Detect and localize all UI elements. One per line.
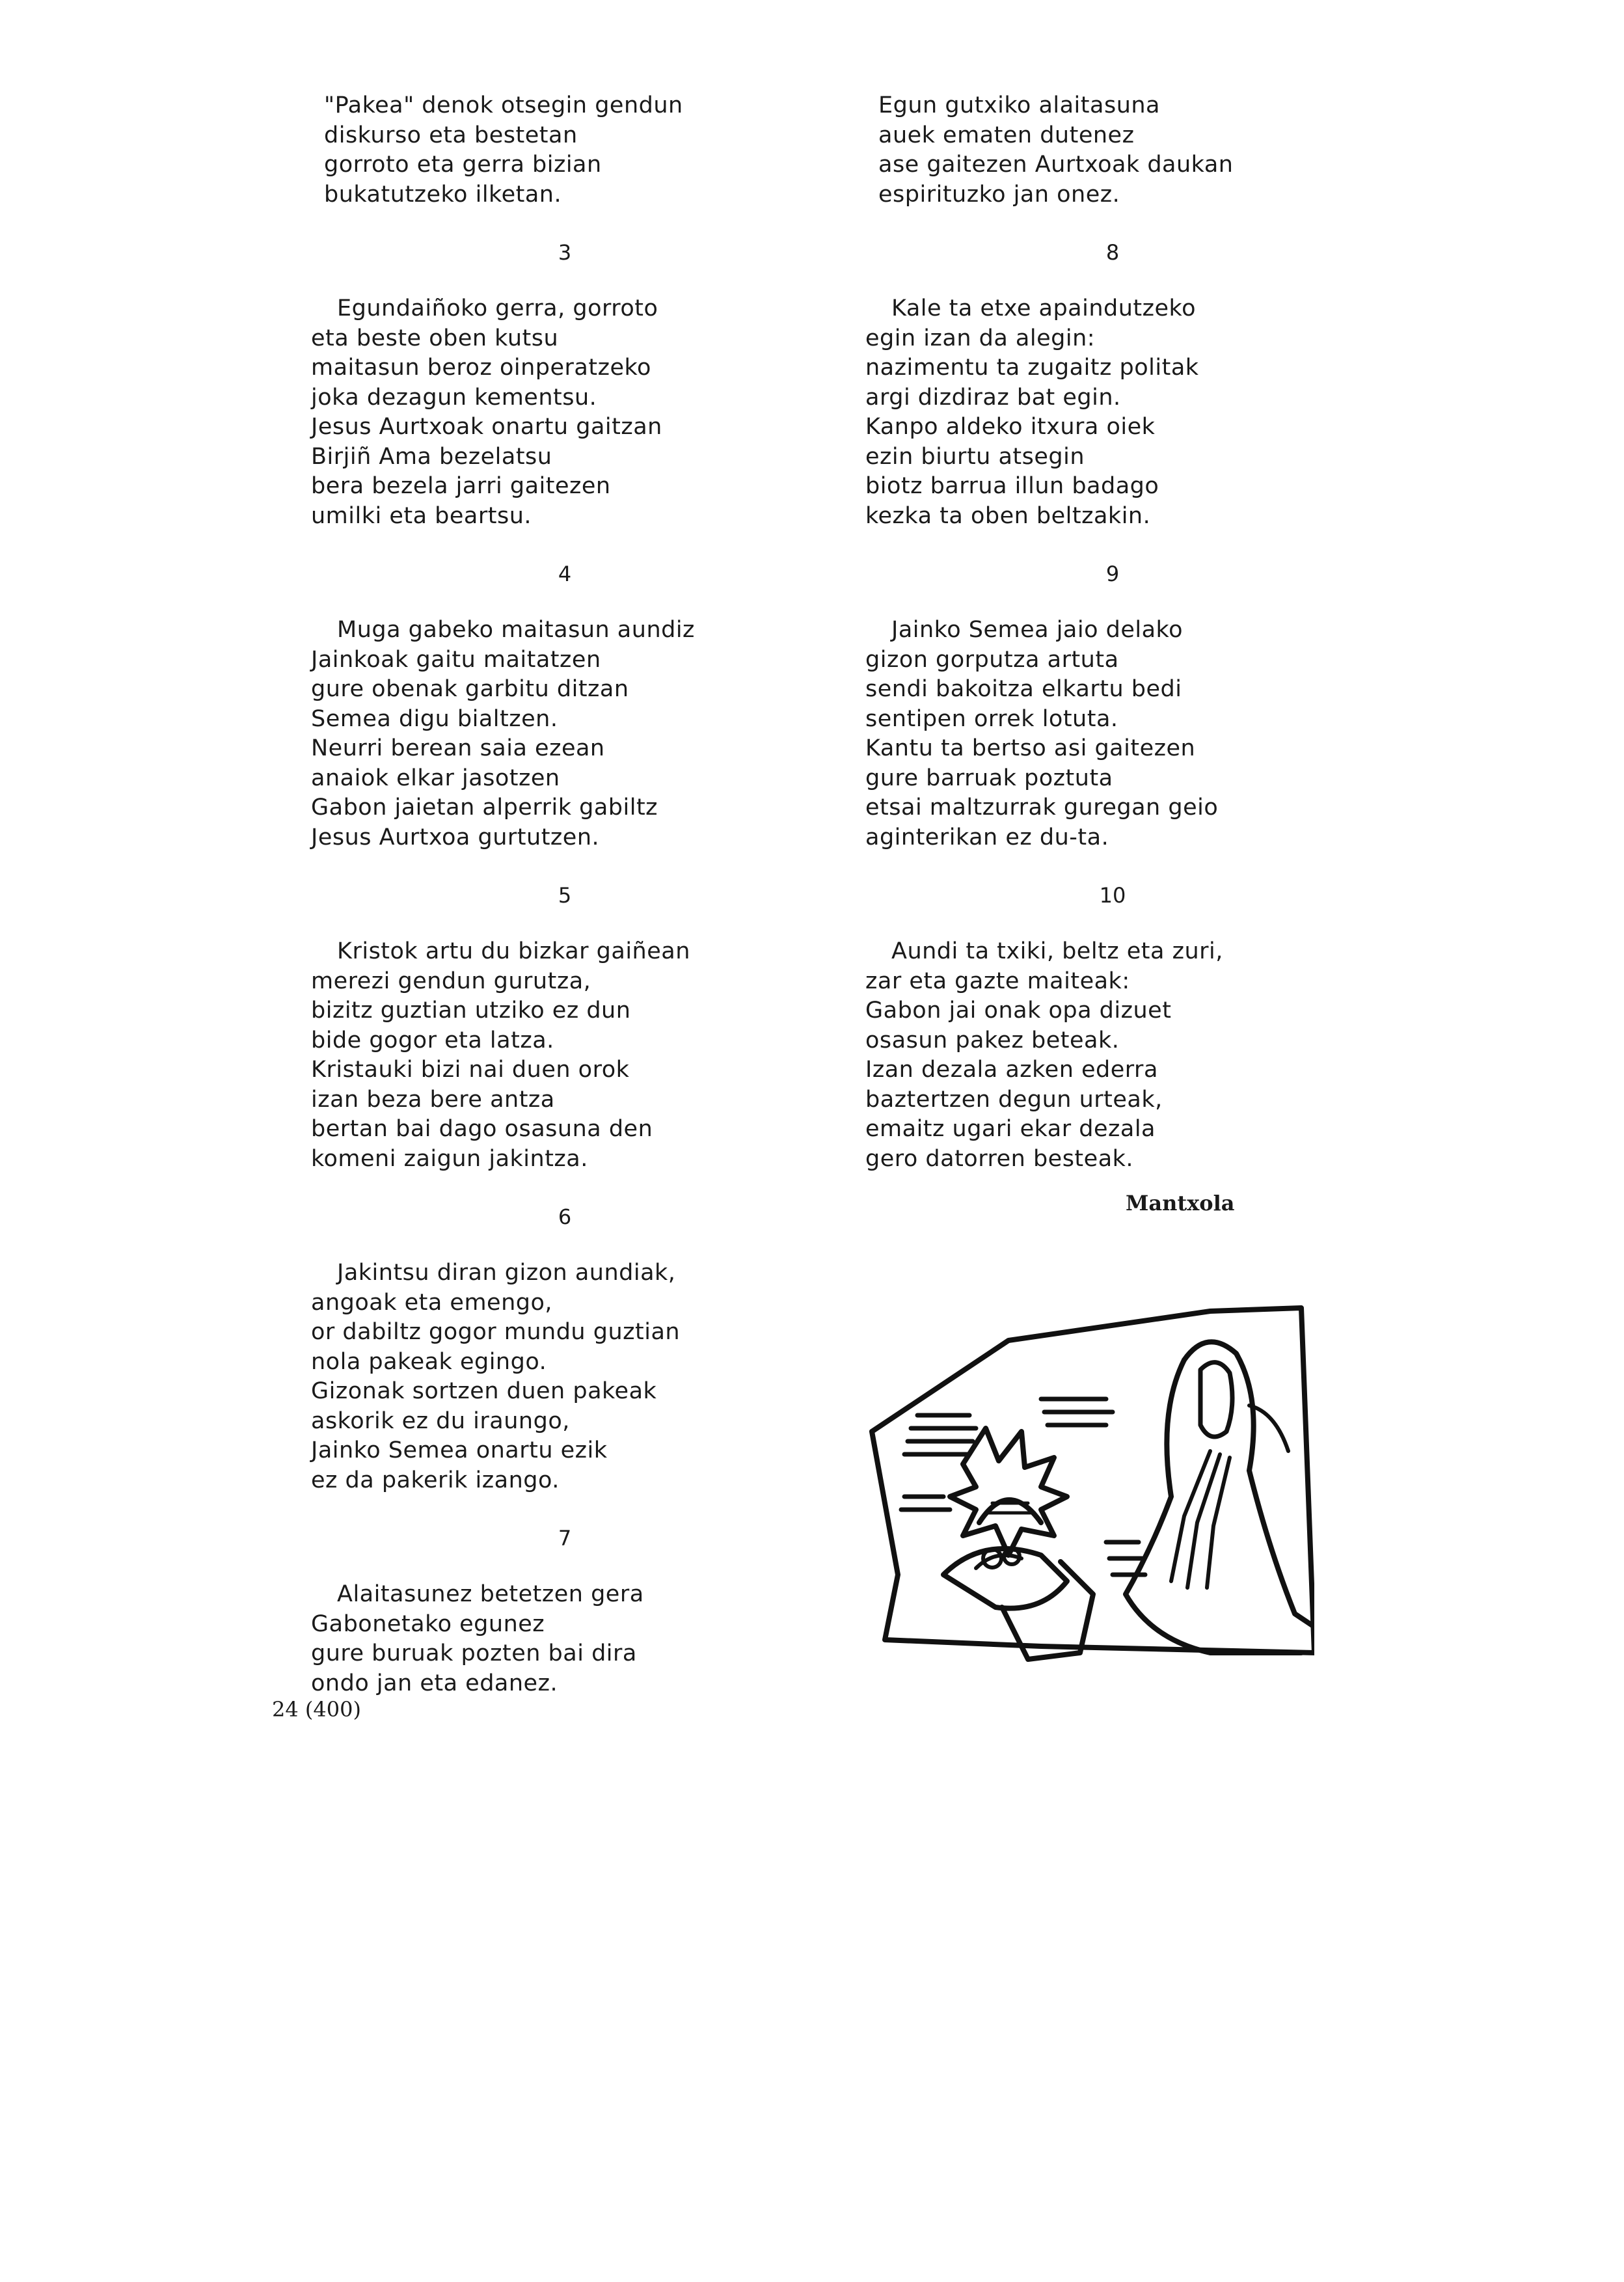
verse-line: Semea digu bialtzen. [311, 705, 558, 732]
verse-line: ezin biurtu atsegin [865, 443, 1085, 470]
verse-line: komeni zaigun jakintza. [311, 1145, 588, 1172]
verse-line: bertan bai dago osasuna den [311, 1116, 653, 1142]
verse-line: bera bezela jarri gaitezen [311, 473, 611, 499]
verse-line: Birjiñ Ama bezelatsu [311, 443, 552, 470]
verse-line: ase gaitezen Aurtxoak daukan [878, 152, 1234, 178]
verse-line: bide gogor eta latza. [311, 1027, 554, 1053]
verse-line: osasun pakez beteak. [865, 1027, 1120, 1053]
verse-line: izan beza bere antza [311, 1086, 555, 1113]
verse-line: angoak eta emengo, [311, 1289, 553, 1316]
verse-line: bukatutzeko ilketan. [324, 181, 562, 208]
right-column [865, 91, 1360, 1174]
stanza-8 [865, 294, 1360, 531]
stanza-number: 6 [558, 1204, 572, 1229]
verse-line: merezi gendun gurutza, [311, 968, 591, 994]
verse-line: Jainkoak gaitu maitatzen [311, 646, 601, 673]
verse-line: maitasun beroz oinperatzeko [311, 355, 651, 381]
verse-line: gure obenak garbitu ditzan [311, 676, 629, 702]
verse-line: Alaitasunez betetzen gera [337, 1581, 644, 1607]
stanza-number: 10 [1099, 883, 1126, 908]
verse-line: Kantu ta bertso asi gaitezen [865, 735, 1196, 761]
verse-line: askorik ez du iraungo, [311, 1407, 570, 1434]
verse-line: Egundaiñoko gerra, gorroto [337, 295, 658, 321]
stanza-3 [311, 294, 819, 531]
stanza-number: 7 [558, 1526, 572, 1551]
verse-line: Kristauki bizi nai duen orok [311, 1057, 630, 1083]
verse-line: "Pakea" denok otsegin gendun [324, 92, 683, 118]
stanza-6 [311, 1258, 819, 1495]
stanza-10 [865, 937, 1360, 1174]
verse-line: bizitz guztian utziko ez dun [311, 998, 631, 1024]
stanza-number: 4 [558, 562, 572, 586]
verse-line: auek ematen dutenez [878, 122, 1135, 148]
verse-line: Kale ta etxe apaindutzeko [891, 295, 1196, 321]
stanza-number: 5 [558, 883, 572, 908]
verse-line: emaitz ugari ekar dezala [865, 1116, 1156, 1142]
verse-line: gizon gorputza artuta [865, 646, 1119, 673]
verse-line: anaiok elkar jasotzen [311, 765, 560, 791]
author-signature: Mantxola [1126, 1191, 1235, 1216]
verse-line: joka dezagun kementsu. [311, 384, 597, 411]
stanza-continued [878, 91, 1360, 210]
stanza-7 [311, 1580, 819, 1698]
verse-line: Neurri berean saia ezean [311, 735, 605, 761]
verse-line: Jesus Aurtxoa gurtutzen. [311, 824, 600, 850]
verse-line: sentipen orrek lotuta. [865, 705, 1118, 732]
verse-line: aginterikan ez du-ta. [865, 824, 1109, 850]
verse-line: eta beste oben kutsu [311, 325, 559, 351]
verse-line: sendi bakoitza elkartu bedi [865, 676, 1182, 702]
stanza-number: 3 [558, 240, 572, 265]
verse-line: Aundi ta txiki, beltz eta zuri, [891, 938, 1223, 964]
verse-line: gure buruak pozten bai dira [311, 1640, 637, 1666]
verse-line: gero datorren besteak. [865, 1145, 1134, 1172]
verse-line: diskurso eta bestetan [324, 122, 578, 148]
verse-line: Gabon jaietan alperrik gabiltz [311, 795, 658, 821]
verse-line: Kristok artu du bizkar gaiñean [337, 938, 690, 964]
verse-line: zar eta gazte maiteak: [865, 968, 1130, 994]
verse-line: biotz barrua illun badago [865, 473, 1159, 499]
verse-line: or dabiltz gogor mundu guztian [311, 1319, 681, 1345]
verse-line: Jesus Aurtxoak onartu gaitzan [311, 414, 662, 440]
verse-line: ondo jan eta edanez. [311, 1670, 558, 1696]
verse-line: Kanpo aldeko itxura oiek [865, 414, 1156, 440]
verse-line: espirituzko jan onez. [878, 181, 1120, 208]
verse-line: Muga gabeko maitasun aundiz [337, 617, 695, 643]
verse-line: nola pakeak egingo. [311, 1348, 547, 1375]
verse-line: Egun gutxiko alaitasuna [878, 92, 1161, 118]
page-folio: 24 (400) [272, 1697, 361, 1722]
verse-line: egin izan da alegin: [865, 325, 1096, 351]
stanza-number: 9 [1105, 562, 1120, 586]
verse-line: argi dizdiraz bat egin. [865, 384, 1121, 411]
verse-line: Gabon jai onak opa dizuet [865, 998, 1172, 1024]
verse-line: etsai maltzurrak guregan geio [865, 795, 1219, 821]
verse-line: Jakintsu diran gizon aundiak, [337, 1260, 676, 1286]
stanza-4 [311, 616, 819, 852]
stanza-continued [324, 91, 819, 210]
verse-line: gure barruak poztuta [865, 765, 1113, 791]
stanza-number: 8 [1105, 240, 1120, 265]
verse-line: Gabonetako egunez [311, 1610, 545, 1637]
verse-line: umilki eta beartsu. [311, 502, 532, 529]
verse-line: gorroto eta gerra bizian [324, 152, 602, 178]
verse-line: Jainko Semea onartu ezik [311, 1437, 608, 1463]
verse-line: Jainko Semea jaio delako [891, 617, 1183, 643]
left-column [311, 91, 819, 1698]
verse-line: Gizonak sortzen duen pakeak [311, 1378, 657, 1404]
stanza-5 [311, 937, 819, 1174]
stanza-9 [865, 616, 1360, 852]
verse-line: kezka ta oben beltzakin. [865, 502, 1151, 529]
verse-line: Izan dezala azken ederra [865, 1057, 1158, 1083]
nativity-illustration [846, 1301, 1314, 1666]
verse-line: ez da pakerik izango. [311, 1467, 560, 1493]
verse-line: nazimentu ta zugaitz politak [865, 355, 1199, 381]
verse-line: baztertzen degun urteak, [865, 1086, 1163, 1113]
